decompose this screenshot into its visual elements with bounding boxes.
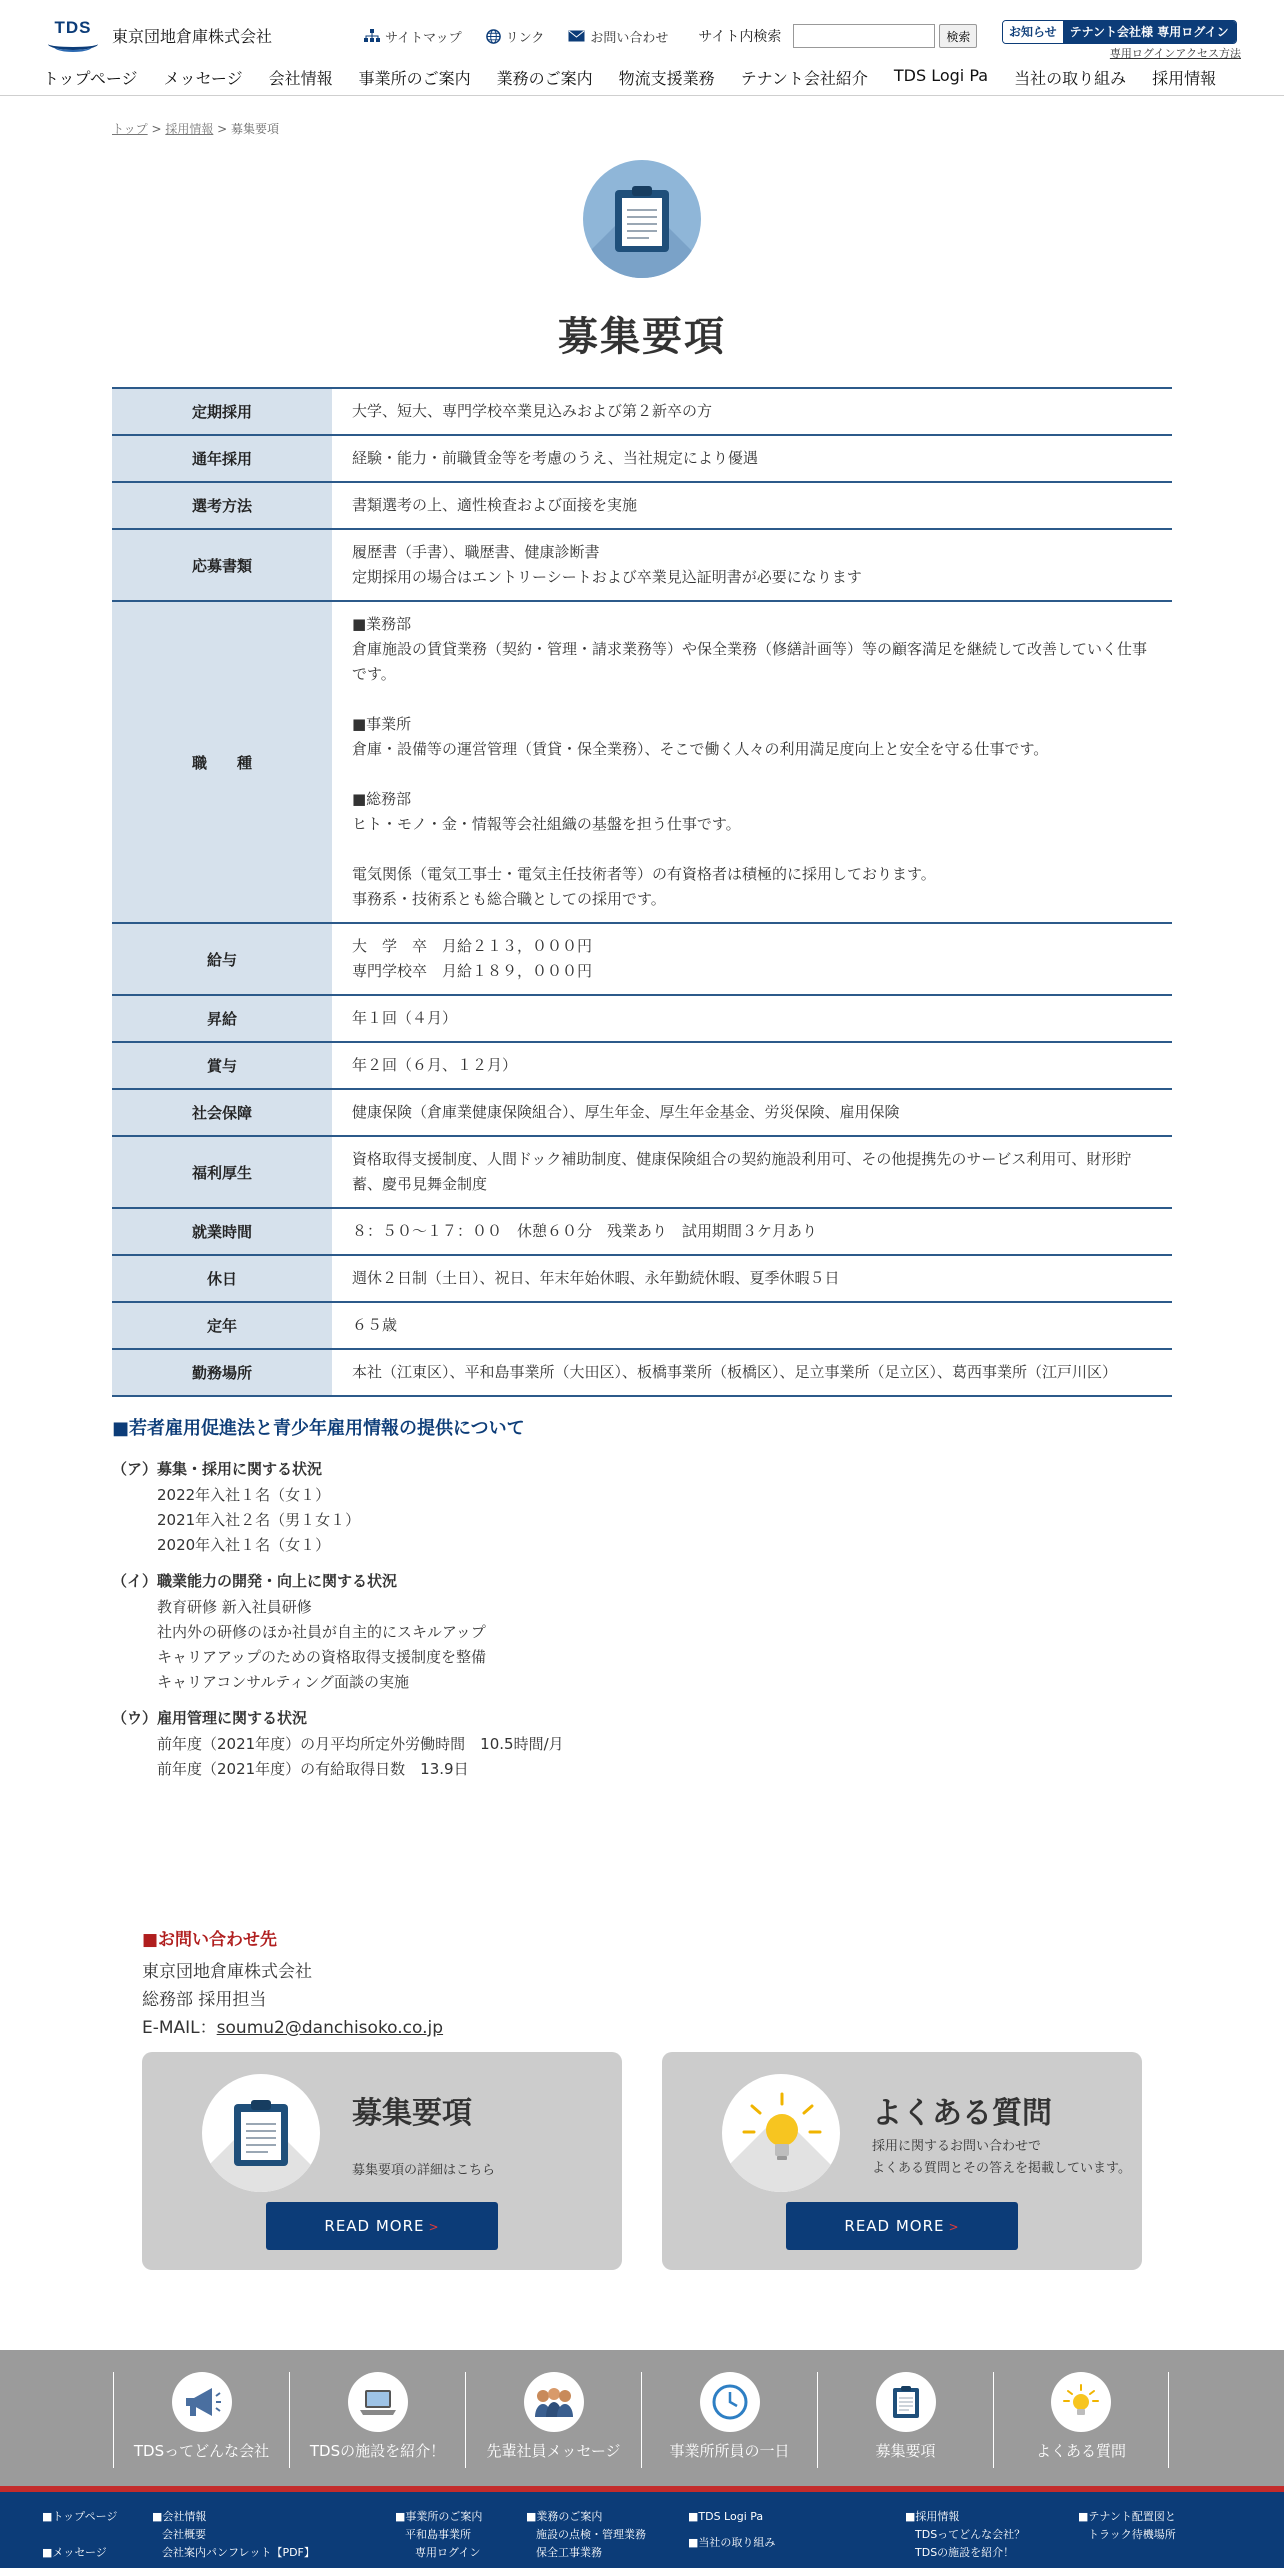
footer-link[interactable]: ■採用情報 xyxy=(905,2510,960,2523)
megaphone-icon xyxy=(172,2372,232,2432)
footer-link[interactable]: ■テナント配置図と xyxy=(1078,2510,1176,2523)
table-row xyxy=(112,1255,1172,1302)
footer-link[interactable]: ■当社の取り組み xyxy=(688,2536,776,2549)
email-label: E-MAIL： xyxy=(142,2018,217,2038)
link-label: リンク xyxy=(505,30,545,46)
lightbulb-icon xyxy=(1051,2372,1111,2432)
list-item: 2020年入社１名（女１） xyxy=(157,1536,331,1554)
link-link[interactable] xyxy=(486,27,545,46)
footer-col xyxy=(526,2508,646,2562)
row-label: 通年採用 xyxy=(112,435,332,482)
footer-link[interactable]: ■業務のご案内 xyxy=(526,2510,603,2523)
row-label: 応募書類 xyxy=(112,529,332,601)
table-row xyxy=(112,923,1172,995)
read-more-button[interactable]: READ MORE > xyxy=(786,2202,1018,2250)
tenant-login-button[interactable]: テナント会社様 専用ログイン xyxy=(1063,21,1236,43)
quick-link-label: TDSってどんな会社 xyxy=(133,2442,270,2460)
footer-link[interactable]: ■会社情報 xyxy=(152,2510,207,2523)
breadcrumb-current: 募集要項 xyxy=(231,122,280,136)
table-row xyxy=(112,1349,1172,1396)
quick-link-label: 募集要項 xyxy=(875,2442,936,2460)
row-label: 定年 xyxy=(112,1302,332,1349)
youth-heading: （ア）募集・採用に関する状況 xyxy=(112,1460,323,1478)
footer-col xyxy=(905,2508,1025,2562)
footer-link[interactable]: 専用ログイン xyxy=(415,2546,481,2559)
footer-col xyxy=(42,2508,117,2562)
contact-link[interactable] xyxy=(568,27,668,46)
footer-link[interactable]: TDSの施設を紹介！ xyxy=(915,2546,1015,2559)
footer-link[interactable]: トラック待機場所 xyxy=(1088,2528,1176,2541)
youth-heading: （イ）職業能力の開発・向上に関する状況 xyxy=(112,1572,398,1590)
people-icon xyxy=(524,2372,584,2432)
row-label: 昇給 xyxy=(112,995,332,1042)
breadcrumb: トップ > 採用情報 > 募集要項 xyxy=(112,122,280,136)
contact-email-row xyxy=(142,2014,443,2042)
footer-link[interactable]: ■事業所のご案内 xyxy=(395,2510,483,2523)
recruit-quick-links xyxy=(0,2350,1284,2486)
chevron-right-icon: > xyxy=(948,2220,960,2234)
clipboard-icon xyxy=(202,2074,320,2192)
row-value: 年１回（４月） xyxy=(332,995,1172,1042)
table-row xyxy=(112,1302,1172,1349)
footer-link[interactable]: 平和島事業所 xyxy=(405,2528,471,2541)
search-button[interactable]: 検索 xyxy=(939,24,977,48)
youth-title: ■若者雇用促進法と青少年雇用情報の提供について xyxy=(112,1418,525,1439)
requirements-table xyxy=(112,387,1172,1397)
footer-link[interactable]: TDSってどんな会社？ xyxy=(915,2528,1026,2541)
table-row xyxy=(112,1136,1172,1208)
email-link[interactable]: soumu2@danchisoko.co.jp xyxy=(216,2018,444,2038)
contact-company: 東京団地倉庫株式会社 xyxy=(142,1962,312,1982)
sitemap-link[interactable] xyxy=(364,27,462,46)
list-item: 2021年入社２名（男１女１） xyxy=(157,1511,361,1529)
list-item: 2022年入社１名（女１） xyxy=(157,1486,331,1504)
company-name: 東京団地倉庫株式会社 xyxy=(112,26,273,46)
contact-label: お問い合わせ xyxy=(590,30,669,46)
row-label: 職 種 xyxy=(112,601,332,923)
table-row xyxy=(112,1042,1172,1089)
search-input[interactable] xyxy=(793,24,935,48)
row-value: 書類選考の上、適性検査および面接を実施 xyxy=(332,482,1172,529)
table-row xyxy=(112,482,1172,529)
row-label: 勤務場所 xyxy=(112,1349,332,1396)
card-description: 募集要項の詳細はこちら xyxy=(352,2163,496,2178)
nav-item-logipa[interactable]: TDS Logi Pa xyxy=(893,66,989,85)
table-row xyxy=(112,995,1172,1042)
row-label: 就業時間 xyxy=(112,1208,332,1255)
footer-col xyxy=(395,2508,482,2562)
footer-col xyxy=(688,2508,775,2552)
nav-item-logistics[interactable]: 物流支援業務 xyxy=(618,69,715,88)
row-value: 履歴書（手書）、職歴書、健康診断書 定期採用の場合はエントリーシートおよび卒業見込証明書が必要になります xyxy=(332,529,1172,601)
logo-mark xyxy=(44,18,102,52)
nav-item-business[interactable]: 業務のご案内 xyxy=(496,69,593,88)
row-value: ８：５０〜１７：００ 休憩６０分 残業あり 試用期間３ケ月あり xyxy=(332,1208,1172,1255)
nav-item-message[interactable]: メッセージ xyxy=(163,69,243,88)
list-item: 前年度（2021年度）の月平均所定外労働時間 10.5時間/月 xyxy=(157,1735,564,1753)
row-label: 福利厚生 xyxy=(112,1136,332,1208)
utility-bar xyxy=(364,24,977,48)
footer-col xyxy=(152,2508,315,2562)
site-header xyxy=(0,0,1284,96)
globe-icon xyxy=(486,29,501,44)
read-more-button[interactable]: READ MORE > xyxy=(266,2202,498,2250)
row-value: 週休２日制（土日）、祝日、年末年始休暇、永年勤続休暇、夏季休暇５日 xyxy=(332,1255,1172,1302)
notice-link[interactable]: お知らせ xyxy=(1003,21,1063,43)
row-value: ■業務部 倉庫施設の賃貸業務（契約・管理・請求業務等）や保全業務（修繕計画等）等の顧客満足を継続して改善していく仕事です。 ■事業所 倉庫・設備等の運営管理（賃貸・保全業務）、そこで働く人々の利用満足度向上と安全を守る仕事です。 ■総務部 ヒト・モノ・金・情報等会社組織の基盤を担う仕事です。 電気関係（電気工事士・電気主任技術者等）の有資格者は積極的に採用しております。 事務系・技術系とも総合職としての採用です。 xyxy=(332,601,1172,923)
footer-link[interactable]: 会社概要 xyxy=(162,2528,206,2541)
laptop-icon xyxy=(348,2372,408,2432)
footer-link[interactable]: ■トップページ xyxy=(42,2510,118,2523)
row-label: 給与 xyxy=(112,923,332,995)
card-faq[interactable] xyxy=(662,2052,1142,2270)
login-access-link[interactable]: 専用ログインアクセス方法 xyxy=(1109,47,1241,60)
site-logo[interactable] xyxy=(44,18,272,52)
row-label: 休日 xyxy=(112,1255,332,1302)
list-item: 前年度（2021年度）の有給取得日数 13.9日 xyxy=(157,1760,469,1778)
table-row xyxy=(112,435,1172,482)
quick-link-day[interactable] xyxy=(641,2372,817,2468)
youth-heading: （ウ）雇用管理に関する状況 xyxy=(112,1709,308,1727)
quick-link-faq[interactable] xyxy=(993,2372,1169,2468)
table-row xyxy=(112,529,1172,601)
quick-link-about[interactable] xyxy=(113,2372,289,2468)
table-row xyxy=(112,1208,1172,1255)
list-item: 社内外の研修のほか社員が自主的にスキルアップ xyxy=(157,1623,486,1641)
youth-section xyxy=(112,1458,1172,1558)
table-row xyxy=(112,388,1172,435)
nav-item-company[interactable]: 会社情報 xyxy=(268,69,333,88)
list-item: キャリアコンサルティング面談の実施 xyxy=(157,1673,410,1691)
clock-icon xyxy=(700,2372,760,2432)
nav-item-tenants[interactable]: テナント会社紹介 xyxy=(740,69,868,88)
row-label: 定期採用 xyxy=(112,388,332,435)
global-nav xyxy=(43,66,1242,89)
contact-title: ■お問い合わせ先 xyxy=(142,1930,278,1950)
quick-link-facilities[interactable] xyxy=(289,2372,465,2468)
card-title: 募集要項 xyxy=(352,2096,472,2131)
search-label: サイト内検索 xyxy=(698,29,782,45)
card-title: よくある質問 xyxy=(872,2096,1052,2131)
contact-dept: 総務部 採用担当 xyxy=(142,1990,267,2010)
nav-item-offices[interactable]: 事業所のご案内 xyxy=(358,69,471,88)
sitemap-icon xyxy=(364,29,380,43)
row-value: ６５歳 xyxy=(332,1302,1172,1349)
chevron-right-icon: > xyxy=(428,2220,440,2234)
footer-link[interactable]: ■TDS Logi Pa xyxy=(688,2510,764,2523)
site-footer xyxy=(0,2486,1284,2568)
nav-item-initiatives[interactable]: 当社の取り組み xyxy=(1014,69,1127,88)
row-value: 本社（江東区）、平和島事業所（大田区）、板橋事業所（板橋区）、足立事業所（足立区）、葛西事業所（江戸川区） xyxy=(332,1349,1172,1396)
row-value: 大学、短大、専門学校卒業見込みおよび第２新卒の方 xyxy=(332,388,1172,435)
nav-item-recruit[interactable]: 採用情報 xyxy=(1152,69,1217,88)
row-value: 大 学 卒 月給２１３，０００円 専門学校卒 月給１８９，０００円 xyxy=(332,923,1172,995)
mail-icon xyxy=(568,30,585,42)
sitemap-label: サイトマップ xyxy=(385,30,462,46)
row-value: 経験・能力・前職賃金等を考慮のうえ、当社規定により優遇 xyxy=(332,435,1172,482)
quick-link-label: 先輩社員メッセージ xyxy=(486,2442,621,2460)
logo-text: TDS xyxy=(54,18,92,37)
list-item: キャリアアップのための資格取得支援制度を整備 xyxy=(157,1648,486,1666)
card-description: 採用に関するお問い合わせで よくある質問とその答えを掲載しています。 xyxy=(872,2139,1131,2176)
page-title: 募集要項 xyxy=(558,314,726,360)
quick-link-requirements[interactable] xyxy=(817,2372,993,2468)
list-item: 教育研修 新入社員研修 xyxy=(157,1598,312,1616)
nav-item-top[interactable]: トップページ xyxy=(43,69,138,88)
footer-col xyxy=(1078,2508,1176,2544)
lightbulb-icon xyxy=(722,2074,840,2192)
breadcrumb-recruit[interactable]: 採用情報 xyxy=(165,122,214,136)
quick-link-messages[interactable] xyxy=(465,2372,641,2468)
row-label: 選考方法 xyxy=(112,482,332,529)
row-value: 資格取得支援制度、人間ドック補助制度、健康保険組合の契約施設利用可、その他提携先のサービス利用可、財形貯蓄、慶弔見舞金制度 xyxy=(332,1136,1172,1208)
breadcrumb-top[interactable]: トップ xyxy=(112,122,148,136)
row-value: 年２回（６月、１２月） xyxy=(332,1042,1172,1089)
clipboard-icon xyxy=(583,160,701,278)
row-value: 健康保険（倉庫業健康保険組合）、厚生年金、厚生年金基金、労災保険、雇用保険 xyxy=(332,1089,1172,1136)
quick-link-label: 事業所所員の一日 xyxy=(669,2442,790,2460)
footer-link[interactable]: 施設の点検・管理業務 xyxy=(536,2528,646,2541)
quick-link-label: よくある質問 xyxy=(1035,2442,1126,2460)
card-requirements[interactable] xyxy=(142,2052,622,2270)
youth-section xyxy=(112,1570,1172,1695)
table-row xyxy=(112,601,1172,923)
footer-link[interactable]: 会社案内パンフレット【PDF】 xyxy=(162,2546,315,2559)
youth-section xyxy=(112,1707,1172,1782)
quick-link-label: TDSの施設を紹介！ xyxy=(309,2442,446,2460)
clipboard-icon xyxy=(876,2372,936,2432)
youth-employment-info xyxy=(112,1414,1172,1794)
login-box xyxy=(1002,20,1237,44)
table-row xyxy=(112,1089,1172,1136)
footer-link[interactable]: 保全工事業務 xyxy=(536,2546,602,2559)
contact-block xyxy=(142,1925,443,2042)
row-label: 賞与 xyxy=(112,1042,332,1089)
row-label: 社会保障 xyxy=(112,1089,332,1136)
footer-link[interactable]: ■メッセージ xyxy=(42,2546,107,2559)
